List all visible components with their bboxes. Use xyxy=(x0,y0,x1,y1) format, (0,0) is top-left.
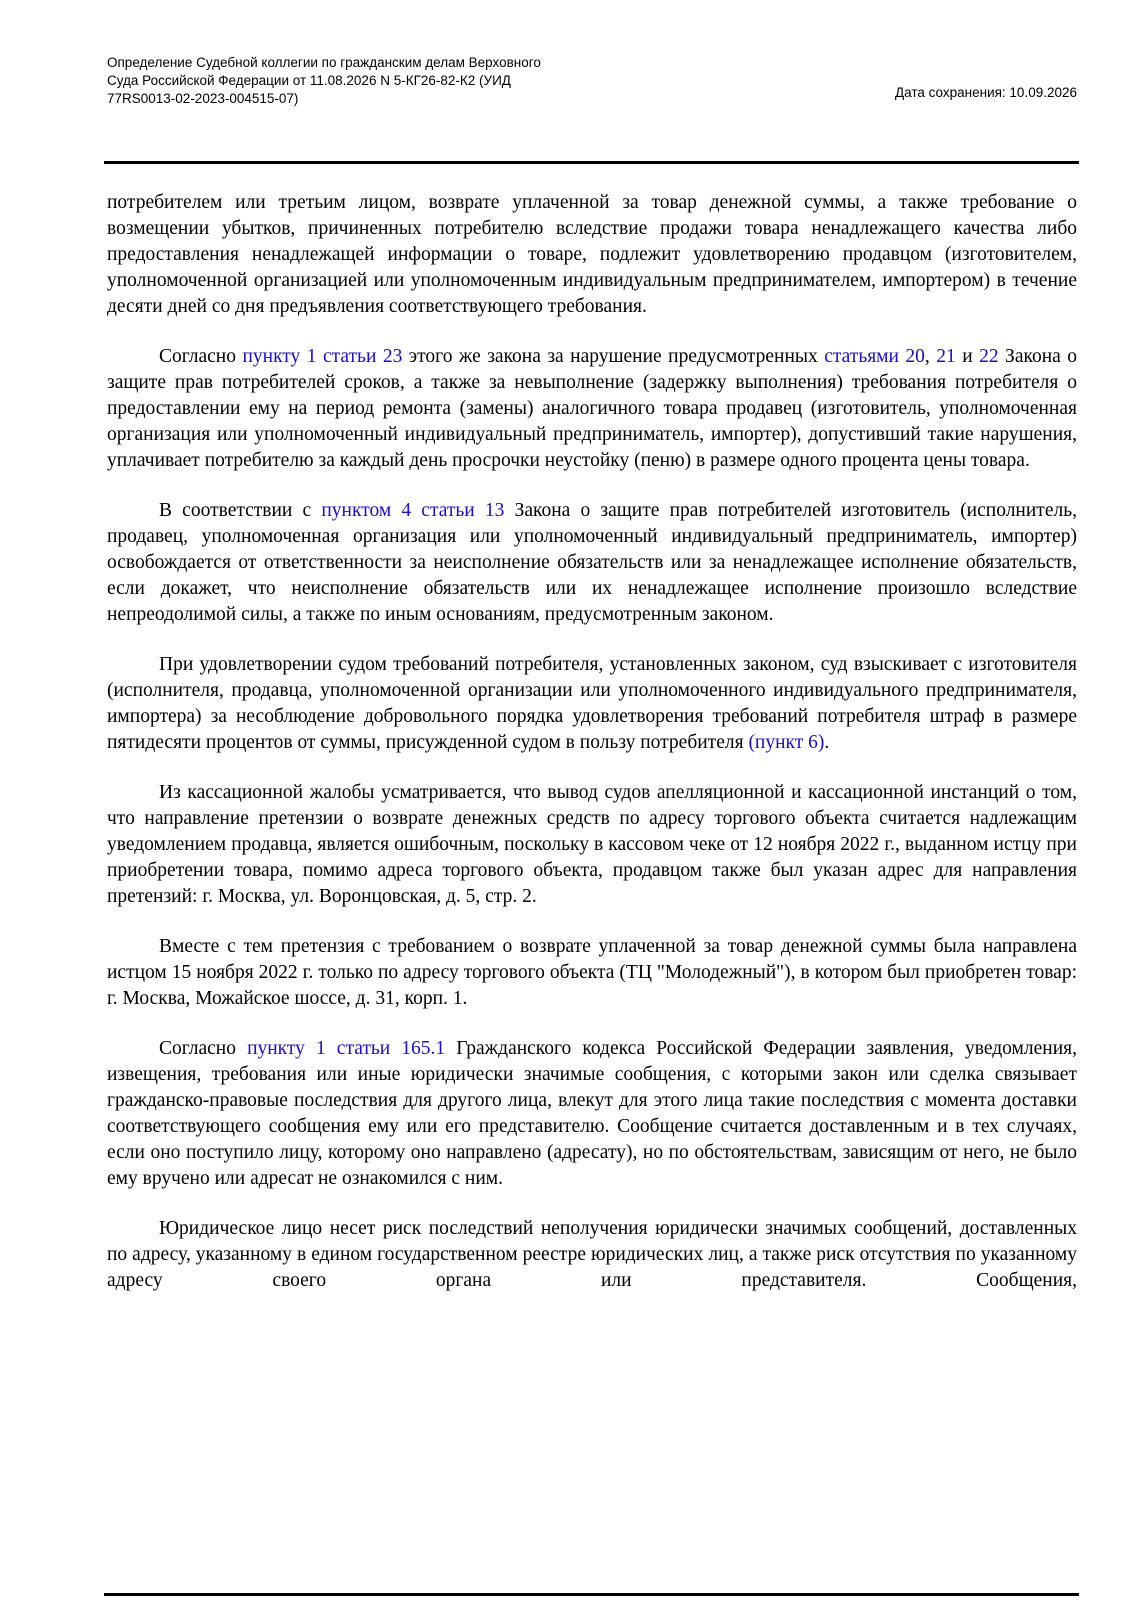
legal-reference-link[interactable]: 21 xyxy=(936,346,956,367)
paragraph xyxy=(107,780,1077,910)
document-title-line: 77RS0013-02-2023-004515-07) xyxy=(107,91,299,106)
paragraph-text: Из кассационной жалобы усматривается, что вывод судов апелляционной и кассационной инстанций о том, что направление претензии о возврате денежных средств по адресу торгового объекта считается надлежащим уведомлением продавца, является ошибочным, поскольку в кассовом чеке от 12 ноября 2022 г., выданном истцу при приобретении товара, помимо адреса торгового объекта, продавцом также был указан адрес для направления претензий: г. Москва, ул. Воронцовская, д. 5, стр. 2. xyxy=(107,782,1077,907)
paragraph-text: Гражданского кодекса Российской Федерации заявления, уведомления, извещения, требования или иные юридически значимые сообщения, с которыми закон или сделка связывает гражданско-правовые последствия для другого лица, влекут для этого лица такие последствия с момента доставки соответствующего сообщения ему или его представителю. Сообщение считается доставленным и в тех случаях, если оно поступило лицу, которому оно направлено (адресату), но по обстоятельствам, зависящим от него, не было ему вручено или адресат не ознакомился с ним. xyxy=(107,1038,1077,1189)
document-header xyxy=(107,54,1077,110)
paragraph xyxy=(107,498,1077,628)
paragraph-text: Юридическое лицо несет риск последствий неполучения юридически значимых сообщений, доставленных по адресу, указанному в едином государственном реестре юридических лиц, а также риск отсутствия по указанному адресу своего органа или представителя. Сообщения, xyxy=(107,1218,1077,1291)
paragraph-text: , xyxy=(924,346,937,367)
paragraph xyxy=(107,1216,1077,1294)
paragraph xyxy=(107,934,1077,1012)
legal-reference-link[interactable]: статьями 20 xyxy=(824,346,925,367)
legal-reference-link[interactable]: пункту 1 статьи 165.1 xyxy=(247,1038,446,1059)
paragraph-text: и xyxy=(955,346,980,367)
paragraph-text: этого же закона за нарушение предусмотренных xyxy=(402,346,825,367)
paragraph-text: . xyxy=(824,732,830,753)
legal-reference-link[interactable]: пунктом 4 статьи 13 xyxy=(321,500,505,521)
legal-reference-link[interactable]: (пункт 6) xyxy=(748,732,825,753)
paragraph-text: Согласно xyxy=(159,1038,248,1059)
header-divider xyxy=(104,161,1079,164)
paragraph xyxy=(107,1036,1077,1192)
paragraph-text: Закона о защите прав потребителей сроков, а также за невыполнение (задержку выполнения) требования потребителя о предоставлении ему на период ремонта (замены) аналогичного товара продавец (изготовитель, уполномоченная организация или уполномоченный индивидуальный предприниматель, импортер), допустивший такие нарушения, уплачивает потребителю за каждый день просрочки неустойку (пеню) в размере одного процента цены товара. xyxy=(107,346,1077,471)
legal-reference-link[interactable]: 22 xyxy=(979,346,999,367)
paragraph xyxy=(107,652,1077,756)
paragraph-text: потребителем или третьим лицом, возврате уплаченной за товар денежной суммы, а также требование о возмещении убытков, причиненных потребителю вследствие продажи товара ненадлежащего качества либо предоставления ненадлежащей информации о товаре, подлежит удовлетворению продавцом (изготовителем, уполномоченной организацией или уполномоченным индивидуальным предпринимателем, импортером) в течение десяти дней со дня предъявления соответствующего требования. xyxy=(107,192,1077,317)
document-title-line: Суда Российской Федерации от 11.08.2026 N 5-КГ26-82-К2 (УИД xyxy=(107,73,511,88)
saved-date: Дата сохранения: 10.09.2026 xyxy=(894,85,1077,100)
footer-divider xyxy=(104,1593,1079,1596)
paragraph-text: В соответствии с xyxy=(159,500,322,521)
paragraph xyxy=(107,344,1077,474)
paragraph-text: Согласно xyxy=(159,346,243,367)
legal-reference-link[interactable]: пункту 1 статьи 23 xyxy=(242,346,403,367)
document-title xyxy=(107,54,647,108)
paragraph-text: При удовлетворении судом требований потребителя, установленных законом, суд взыскивает с изготовителя (исполнителя, продавца, уполномоченной организации или уполномоченного индивидуального предпринимателя, импортера) за несоблюдение добровольного порядка удовлетворения требований потребителя штраф в размере пятидесяти процентов от суммы, присужденной судом в пользу потребителя xyxy=(107,654,1077,753)
paragraph-text: Закона о защите прав потребителей изготовитель (исполнитель, продавец, уполномоченная организация или уполномоченный индивидуальный предприниматель, импортер) освобождается от ответственности за неисполнение обязательств или за ненадлежащее исполнение обязательств, если докажет, что неисполнение обязательств или их ненадлежащее исполнение произошло вследствие непреодолимой силы, а также по иным основаниям, предусмотренным законом. xyxy=(107,500,1077,625)
document-body xyxy=(107,190,1077,1294)
paragraph xyxy=(107,190,1077,320)
paragraph-text: Вместе с тем претензия с требованием о возврате уплаченной за товар денежной суммы была направлена истцом 15 ноября 2022 г. только по адресу торгового объекта (ТЦ "Молодежный"), в котором был приобретен товар: г. Москва, Можайское шоссе, д. 31, корп. 1. xyxy=(107,936,1077,1009)
document-title-line: Определение Судебной коллегии по гражданским делам Верховного xyxy=(107,55,541,70)
